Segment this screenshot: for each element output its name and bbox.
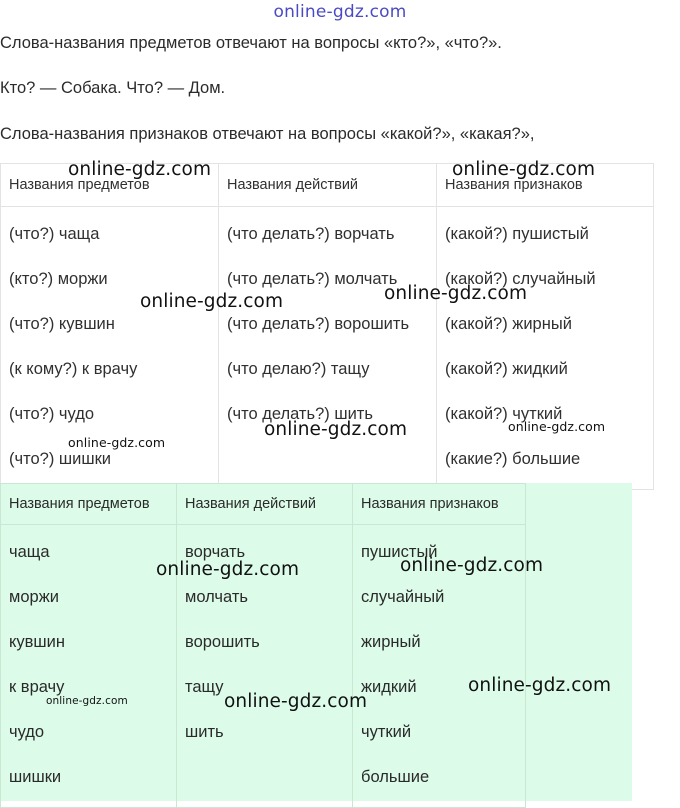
header-adjectives: Названия признаков	[437, 164, 654, 207]
list-item: моржи	[9, 588, 59, 606]
watermark: online-gdz.com	[224, 691, 368, 712]
list-item: ворошить	[185, 633, 260, 651]
list-item: (кто?) моржи	[9, 270, 108, 288]
paragraph-adjectives-rule: Слова-названия признаков отвечают на вопросы «какой?», «какая?»,	[0, 125, 535, 143]
nouns-column	[1, 525, 177, 808]
list-item: (какой?) жидкий	[445, 360, 568, 378]
verbs-column	[219, 207, 437, 490]
list-item: (что?) шишки	[9, 450, 112, 468]
list-item: (что делать?) молчать	[227, 270, 398, 288]
watermark: online-gdz.com	[468, 675, 612, 696]
header-nouns: Названия предметов	[1, 164, 219, 207]
watermark: online-gdz.com	[400, 555, 544, 576]
list-item: (что делать?) шить	[227, 405, 373, 423]
list-item: (что делать?) ворчать	[227, 225, 395, 243]
site-header-watermark: online-gdz.com	[273, 2, 407, 22]
list-item: пушистый	[361, 543, 438, 561]
list-item: к врачу	[9, 678, 65, 696]
watermark: online-gdz.com	[68, 435, 166, 450]
table-words-only	[0, 483, 526, 808]
list-item: чаща	[9, 543, 50, 561]
adjectives-column	[437, 207, 654, 490]
list-item: тащу	[185, 678, 224, 696]
list-item: (какой?) пушистый	[445, 225, 589, 243]
list-item: жирный	[361, 633, 421, 651]
list-item: (что?) кувшин	[9, 315, 115, 333]
list-item: ворчать	[185, 543, 246, 561]
list-item: (какой?) чуткий	[445, 405, 563, 423]
watermark: online-gdz.com	[156, 559, 300, 580]
list-item: чудо	[9, 723, 45, 741]
list-item: (что делать?) ворошить	[227, 315, 410, 333]
list-item: шить	[185, 723, 224, 741]
header-nouns: Названия предметов	[1, 484, 177, 525]
list-item: (что?) чаща	[9, 225, 100, 243]
watermark: online-gdz.com	[452, 159, 596, 180]
list-item: большие	[361, 768, 430, 786]
paragraph-nouns-rule: Слова-названия предметов отвечают на вопросы «кто?», «что?».	[0, 34, 502, 52]
list-item: шишки	[9, 768, 62, 786]
watermark: online-gdz.com	[46, 695, 128, 707]
list-item: (какой?) случайный	[445, 270, 596, 288]
header-adjectives: Названия признаков	[353, 484, 526, 525]
watermark: online-gdz.com	[264, 419, 408, 440]
list-item: (что делаю?) тащу	[227, 360, 370, 378]
watermark: online-gdz.com	[68, 159, 212, 180]
list-item: чуткий	[361, 723, 412, 741]
watermark: online-gdz.com	[508, 419, 606, 434]
list-item: кувшин	[9, 633, 65, 651]
watermark: online-gdz.com	[140, 291, 284, 312]
header-verbs: Названия действий	[219, 164, 437, 207]
list-item: (к кому?) к врачу	[9, 360, 138, 378]
header-verbs: Названия действий	[177, 484, 353, 525]
list-item: (какой?) жирный	[445, 315, 572, 333]
list-item: случайный	[361, 588, 445, 606]
paragraph-example: Кто? — Собака. Что? — Дом.	[0, 79, 226, 97]
list-item: молчать	[185, 588, 248, 606]
table-header-row	[1, 484, 526, 525]
watermark: online-gdz.com	[384, 283, 528, 304]
list-item: жидкий	[361, 678, 417, 696]
list-item: (какие?) большие	[445, 450, 581, 468]
list-item: (что?) чудо	[9, 405, 94, 423]
